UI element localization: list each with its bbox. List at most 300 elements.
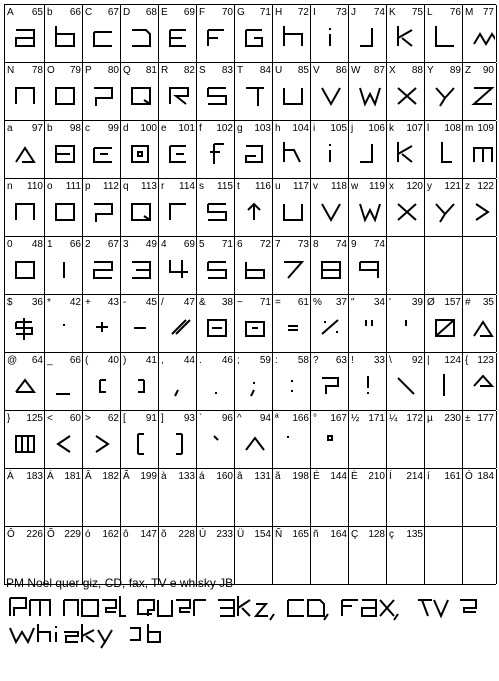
glyph-preview: [235, 80, 273, 116]
glyph-cell: [462, 411, 497, 468]
glyph-preview: [159, 254, 197, 290]
glyph-char: ': [389, 297, 391, 308]
glyph-cell: [234, 237, 273, 294]
glyph-cell: [120, 295, 159, 352]
glyph-char: ": [351, 297, 355, 308]
glyph-char: Ñ: [275, 529, 283, 540]
glyph-cell: [348, 121, 387, 178]
glyph-preview: [387, 312, 425, 348]
glyph-code: 87: [373, 65, 385, 76]
glyph-char: I: [313, 7, 316, 18]
glyph-cell: [310, 63, 349, 120]
glyph-cell: [234, 121, 273, 178]
glyph-code: 79: [69, 65, 81, 76]
glyph-preview: [273, 196, 311, 232]
glyph-char: ½: [351, 413, 360, 424]
glyph-code: 183: [26, 471, 43, 482]
glyph-code: 71: [221, 239, 233, 250]
glyph-code: 64: [31, 355, 43, 366]
glyph-char: L: [427, 7, 433, 18]
glyph-char: à: [161, 471, 167, 482]
grid-row: [4, 411, 496, 469]
glyph-code: 90: [482, 65, 494, 76]
glyph-preview: [45, 138, 83, 174]
glyph-char: <: [47, 413, 53, 424]
glyph-char: }: [7, 413, 11, 424]
glyph-char: [: [123, 413, 126, 424]
glyph-char: À: [7, 471, 14, 482]
glyph-cell: [120, 63, 159, 120]
glyph-char: Y: [427, 65, 434, 76]
glyph-code: 72: [297, 7, 309, 18]
glyph-char: ª: [275, 413, 279, 424]
glyph-preview: [463, 254, 496, 290]
glyph-cell: [196, 411, 235, 468]
glyph-cell: [82, 353, 121, 410]
glyph-preview: [83, 138, 121, 174]
glyph-char: á: [199, 471, 205, 482]
glyph-cell: [82, 5, 121, 62]
glyph-char: ó: [85, 529, 91, 540]
glyph-preview: [5, 80, 45, 116]
glyph-char: ô: [123, 529, 129, 540]
glyph-code: 113: [141, 181, 157, 192]
glyph-cell: [82, 121, 121, 178]
glyph-code: 119: [369, 181, 385, 192]
glyph-code: 83: [221, 65, 233, 76]
glyph-preview: [197, 370, 235, 406]
glyph-char: n: [7, 181, 13, 192]
glyph-cell: [158, 237, 197, 294]
glyph-code: 199: [140, 471, 157, 482]
glyph-cell: [120, 121, 159, 178]
glyph-char: !: [351, 355, 354, 366]
glyph-char: &: [199, 297, 206, 308]
glyph-preview: [425, 544, 463, 580]
glyph-code: 73: [335, 7, 347, 18]
glyph-code: 74: [335, 239, 347, 250]
glyph-char: E: [161, 7, 168, 18]
glyph-char: F: [199, 7, 206, 18]
glyph-preview: [463, 138, 496, 174]
glyph-code: 49: [145, 239, 157, 250]
glyph-char: d: [123, 123, 129, 134]
glyph-char: Ç: [351, 529, 359, 540]
glyph-char: ,: [161, 355, 164, 366]
glyph-preview: [463, 428, 496, 464]
glyph-code: 162: [102, 529, 119, 540]
glyph-code: 65: [31, 7, 43, 18]
glyph-cell: [158, 469, 197, 526]
glyph-cell: [4, 63, 45, 120]
glyph-preview: [121, 254, 159, 290]
glyph-cell: [44, 469, 83, 526]
glyph-preview: [159, 80, 197, 116]
glyph-code: 102: [216, 123, 233, 134]
glyph-char: ¼: [389, 413, 398, 424]
glyph-code: 33: [373, 355, 385, 366]
glyph-preview: [387, 370, 425, 406]
glyph-char: Ô: [7, 529, 15, 540]
glyph-code: 75: [411, 7, 423, 18]
glyph-code: 61: [297, 297, 309, 308]
glyph-code: 77: [482, 7, 494, 18]
glyph-code: 88: [411, 65, 423, 76]
glyph-char: 8: [313, 239, 319, 250]
glyph-code: 116: [255, 181, 271, 192]
grid-row: [4, 63, 496, 121]
glyph-preview: [83, 196, 121, 232]
glyph-preview: [273, 544, 311, 580]
glyph-code: 128: [368, 529, 385, 540]
glyph-cell: [386, 469, 425, 526]
glyph-char: \: [389, 355, 392, 366]
glyph-preview: [5, 254, 45, 290]
glyph-code: 100: [140, 123, 157, 134]
glyph-code: 230: [444, 413, 461, 424]
glyph-code: 123: [477, 355, 494, 366]
glyph-cell: [44, 5, 83, 62]
glyph-char: J: [351, 7, 356, 18]
glyph-preview: [349, 22, 387, 58]
glyph-preview: [311, 138, 349, 174]
glyph-cell: [4, 121, 45, 178]
glyph-char: b: [47, 7, 53, 18]
glyph-preview: [121, 428, 159, 464]
glyph-preview: [425, 486, 463, 522]
glyph-cell: [424, 5, 463, 62]
glyph-char: #: [465, 297, 471, 308]
glyph-preview: [311, 486, 349, 522]
glyph-code: 101: [178, 123, 195, 134]
glyph-preview: [425, 22, 463, 58]
glyph-char: m: [465, 123, 474, 134]
glyph-cell: [158, 5, 197, 62]
glyph-preview: [45, 254, 83, 290]
glyph-cell: [310, 411, 349, 468]
glyph-code: 73: [297, 239, 309, 250]
glyph-char: R: [161, 65, 169, 76]
glyph-preview: [83, 544, 121, 580]
glyph-preview: [45, 312, 83, 348]
glyph-preview: [387, 80, 425, 116]
grid-row: [4, 4, 496, 63]
glyph-cell: [196, 5, 235, 62]
glyph-char: 9: [351, 239, 357, 250]
glyph-code: 182: [102, 471, 119, 482]
glyph-char: Ó: [465, 471, 473, 482]
glyph-cell: [82, 179, 121, 236]
glyph-preview: [349, 80, 387, 116]
glyph-preview: [311, 544, 349, 580]
glyph-cell: [310, 469, 349, 526]
glyph-preview: [235, 196, 273, 232]
glyph-preview: [5, 22, 45, 58]
glyph-code: 233: [216, 529, 233, 540]
glyph-cell: [44, 63, 83, 120]
glyph-preview: [83, 370, 121, 406]
glyph-code: 98: [69, 123, 81, 134]
glyph-cell: [196, 121, 235, 178]
glyph-cell: [44, 295, 83, 352]
glyph-preview: [349, 196, 387, 232]
glyph-cell: [272, 353, 311, 410]
glyph-char: N: [7, 65, 15, 76]
glyph-char: 3: [123, 239, 129, 250]
glyph-code: 118: [331, 181, 347, 192]
glyph-code: 59: [259, 355, 271, 366]
glyph-char: =: [275, 297, 281, 308]
glyph-char: T: [237, 65, 244, 76]
glyph-cell: [386, 179, 425, 236]
glyph-cell: [424, 469, 463, 526]
glyph-cell: [82, 63, 121, 120]
glyph-code: 214: [406, 471, 423, 482]
glyph-cell: [272, 411, 311, 468]
glyph-char: j: [351, 123, 354, 134]
glyph-cell: [386, 353, 425, 410]
glyph-preview: [387, 428, 425, 464]
glyph-char: S: [199, 65, 206, 76]
grid-row: [4, 353, 496, 411]
glyph-char: s: [199, 181, 204, 192]
glyph-preview: [235, 486, 273, 522]
glyph-preview: [83, 22, 121, 58]
glyph-char: 6: [237, 239, 243, 250]
glyph-preview: [197, 544, 235, 580]
glyph-cell: [462, 179, 497, 236]
glyph-cell: [196, 179, 235, 236]
glyph-preview: [121, 22, 159, 58]
glyph-cell: [234, 63, 273, 120]
glyph-cell: [234, 353, 273, 410]
glyph-char: `: [199, 413, 203, 424]
glyph-cell: [272, 469, 311, 526]
glyph-char: ã: [275, 471, 281, 482]
glyph-char: /: [161, 297, 164, 308]
glyph-cell: [386, 5, 425, 62]
glyph-char: Í: [389, 471, 392, 482]
glyph-preview: [463, 370, 496, 406]
glyph-preview: [311, 80, 349, 116]
glyph-preview: [5, 428, 45, 464]
glyph-code: 66: [69, 7, 81, 18]
glyph-cell: [234, 179, 273, 236]
glyph-char: f: [199, 123, 202, 134]
glyph-preview: [273, 80, 311, 116]
glyph-cell: [348, 411, 387, 468]
glyph-cell: [348, 237, 387, 294]
glyph-cell: [386, 411, 425, 468]
glyph-code: 35: [482, 297, 494, 308]
glyph-code: 85: [297, 65, 309, 76]
glyph-preview: [387, 486, 425, 522]
glyph-preview: [159, 370, 197, 406]
glyph-code: 91: [145, 413, 157, 424]
glyph-preview: [463, 312, 496, 348]
glyph-cell: [462, 353, 497, 410]
glyph-char: e: [161, 123, 167, 134]
glyph-cell: [310, 353, 349, 410]
glyph-char: -: [123, 297, 127, 308]
glyph-code: 124: [444, 355, 461, 366]
glyph-code: 40: [107, 355, 119, 366]
glyph-char: Ã: [123, 471, 130, 482]
glyph-cell: [424, 353, 463, 410]
glyph-cell: [310, 121, 349, 178]
glyph-char: ^: [237, 413, 242, 424]
glyph-preview: [83, 254, 121, 290]
glyph-preview: [235, 22, 273, 58]
sample-area: [6, 576, 496, 590]
glyph-preview: [273, 254, 311, 290]
glyph-cell: [196, 237, 235, 294]
glyph-char: 7: [275, 239, 281, 250]
glyph-char: i: [313, 123, 316, 134]
glyph-preview: [83, 428, 121, 464]
glyph-preview: [45, 22, 83, 58]
glyph-cell: [234, 5, 273, 62]
glyph-code: 228: [178, 529, 195, 540]
glyph-char: b: [47, 123, 53, 134]
glyph-preview: [387, 544, 425, 580]
glyph-cell: [234, 295, 273, 352]
glyph-cell: [4, 237, 45, 294]
glyph-char: :: [275, 355, 278, 366]
glyph-char: ?: [313, 355, 319, 366]
glyph-char: G: [237, 7, 245, 18]
glyph-preview: [197, 428, 235, 464]
glyph-preview: [349, 486, 387, 522]
glyph-char: µ: [427, 413, 433, 424]
glyph-cell: [120, 5, 159, 62]
glyph-code: 39: [411, 297, 423, 308]
glyph-preview: [273, 22, 311, 58]
glyph-char: o: [47, 181, 53, 192]
glyph-cell: [4, 411, 45, 468]
glyph-char: Z: [465, 65, 472, 76]
glyph-code: 46: [221, 355, 233, 366]
glyph-preview: [5, 312, 45, 348]
glyph-code: 147: [140, 529, 157, 540]
glyph-code: 63: [335, 355, 347, 366]
glyph-preview: [349, 428, 387, 464]
glyph-cell: [234, 469, 273, 526]
glyph-preview: [425, 428, 463, 464]
glyph-char: $: [7, 297, 13, 308]
glyph-preview: [5, 196, 45, 232]
glyph-preview: [5, 544, 45, 580]
glyph-cell: [120, 411, 159, 468]
glyph-cell: [348, 353, 387, 410]
glyph-code: 125: [26, 413, 43, 424]
glyph-code: 181: [64, 471, 81, 482]
glyph-cell: [4, 5, 45, 62]
glyph-cell: [310, 179, 349, 236]
glyph-char: ñ: [313, 529, 319, 540]
glyph-char: C: [85, 7, 93, 18]
glyph-preview: [45, 486, 83, 522]
glyph-code: 161: [444, 471, 461, 482]
glyph-cell: [44, 179, 83, 236]
glyph-char: W: [351, 65, 361, 76]
glyph-char: u: [275, 181, 281, 192]
glyph-cell: [158, 63, 197, 120]
glyph-preview: [159, 138, 197, 174]
glyph-code: 184: [477, 471, 494, 482]
glyph-char: 0: [7, 239, 13, 250]
glyph-code: 97: [31, 123, 43, 134]
glyph-char: ;: [237, 355, 240, 366]
glyph-cell: [462, 63, 497, 120]
glyph-cell: [272, 237, 311, 294]
glyph-char: õ: [161, 529, 167, 540]
glyph-preview: [5, 486, 45, 522]
glyph-preview: [273, 428, 311, 464]
glyph-cell: [424, 179, 463, 236]
glyph-code: 226: [26, 529, 43, 540]
glyph-cell: [386, 63, 425, 120]
glyph-cell: [234, 411, 273, 468]
glyph-preview: [311, 22, 349, 58]
glyph-preview: [311, 312, 349, 348]
glyph-code: 70: [221, 7, 233, 18]
glyph-preview: [463, 544, 496, 580]
glyph-code: 66: [69, 355, 81, 366]
glyph-cell: [348, 63, 387, 120]
glyph-preview: [387, 196, 425, 232]
glyph-char: (: [85, 355, 89, 366]
glyph-char: M: [465, 7, 474, 18]
glyph-cell: [120, 237, 159, 294]
glyph-preview: [425, 80, 463, 116]
glyph-code: 103: [254, 123, 271, 134]
glyph-char: 2: [85, 239, 91, 250]
glyph-code: 94: [259, 413, 271, 424]
glyph-preview: [121, 196, 159, 232]
glyph-cell: [424, 121, 463, 178]
glyph-code: 86: [335, 65, 347, 76]
glyph-char: ]: [161, 413, 164, 424]
glyph-cell: [4, 353, 45, 410]
sample-text: PM Noel quer giz, CD, fax, TV e whisky JB: [6, 576, 234, 590]
glyph-preview: [311, 254, 349, 290]
glyph-char: ~: [237, 297, 243, 308]
glyph-char: c: [85, 123, 90, 134]
glyph-char: D: [123, 7, 131, 18]
glyph-char: *: [47, 297, 51, 308]
glyph-char: O: [47, 65, 55, 76]
glyph-code: 62: [107, 413, 119, 424]
glyph-cell: [44, 121, 83, 178]
glyph-char: P: [85, 65, 92, 76]
glyph-preview: [45, 196, 83, 232]
glyph-code: 96: [221, 413, 233, 424]
glyph-preview: [197, 312, 235, 348]
glyph-code: 93: [183, 413, 195, 424]
glyph-preview: [121, 138, 159, 174]
glyph-code: 74: [373, 239, 385, 250]
glyph-preview: [45, 428, 83, 464]
glyph-code: 80: [107, 65, 119, 76]
glyph-preview: [121, 80, 159, 116]
glyph-cell: [82, 295, 121, 352]
glyph-code: 154: [254, 529, 271, 540]
glyph-preview: [45, 370, 83, 406]
glyph-cell: [158, 121, 197, 178]
glyph-code: 131: [254, 471, 271, 482]
glyph-cell: [310, 295, 349, 352]
